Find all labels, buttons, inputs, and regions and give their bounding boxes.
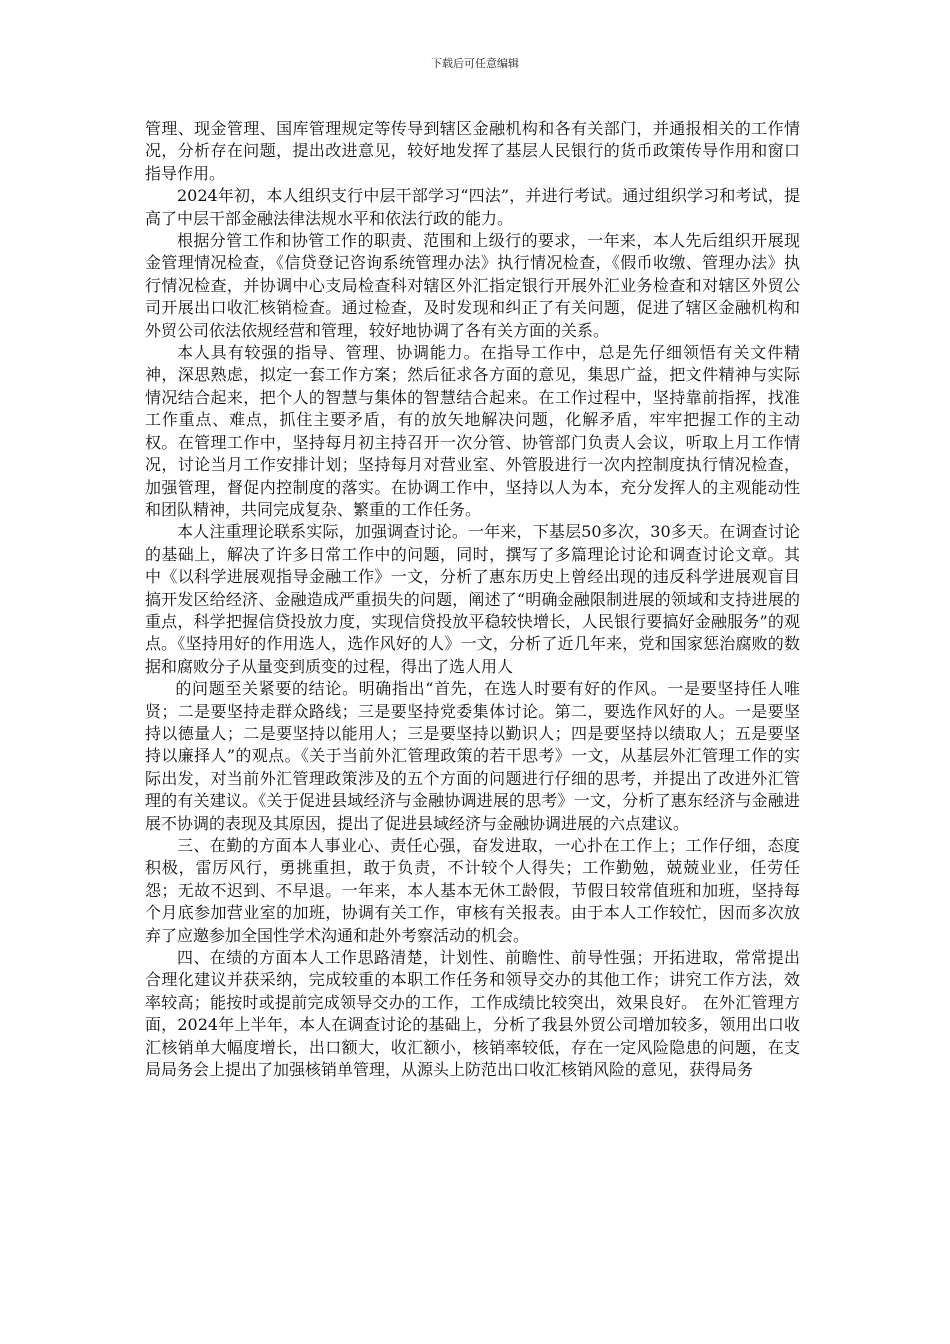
paragraph: 管理、现金管理、国库管理规定等传导到辖区金融机构和各有关部门，并通报相关的工作情况，分析存在问题，提出改进意见，较好地发挥了基层人民银行的货币政策传导作用和窗口指导作用。: [145, 119, 800, 183]
paragraph: 四、在绩的方面本人工作思路清楚，计划性、前瞻性、前导性强；开拓进取，常常提出合理化建议并获采纳，完成较重的本职工作任务和领导交办的其他工作；讲究工作方法，效率较高；能按时或提前完成领导交办的工作，工作成绩比较突出，效果良好。 在外汇管理方面，2024年上半年，本人在调查讨论的基础上，分析了我县外贸公司增加较多，领用出口收汇核销单大幅度增长，出口额大，收汇额小，核销率较低，存在一定风险隐患的问题，在支局局务会上提出了加强核销单管理，从源头上防范出口收汇核销风险的意见，获得局务: [145, 948, 800, 1080]
paragraph: 2024年初，本人组织支行中层干部学习“四法”，并进行考试。通过组织学习和考试，提高了中层干部金融法律法规水平和依法行政的能力。: [145, 186, 800, 228]
paragraph: 根据分管工作和协管工作的职责、范围和上级行的要求，一年来，本人先后组织开展现金管理情况检查，《信贷登记咨询系统管理办法》执行情况检查，《假币收缴、管理办法》执行情况检查，并协调中心支局检查科对辖区外汇指定银行开展外汇业务检查和对辖区外贸公司开展出口收汇核销检查。通过检查，及时发现和纠正了有关问题，促进了辖区金融机构和外贸公司依法依规经营和管理，较好地协调了各有关方面的关系。: [145, 231, 800, 340]
paragraph: 本人具有较强的指导、管理、协调能力。在指导工作中，总是先仔细领悟有关文件精神，深思熟虑，拟定一套工作方案；然后征求各方面的意见，集思广益，把文件精神与实际情况结合起来，把个人的智慧与集体的智慧结合起来。在工作过程中，坚持靠前指挥，找准工作重点、难点，抓住主要矛盾，有的放矢地解决问题，化解矛盾，牢牢把握工作的主动权。在管理工作中，坚持每月初主持召开一次分管、协管部门负责人会议，听取上月工作情况，讨论当月工作安排计划；坚持每月对营业室、外管股进行一次内控制度执行情况检查，加强管理，督促内控制度的落实。在协调工作中，坚持以人为本，充分发挥人的主观能动性和团队精神，共同完成复杂、繁重的工作任务。: [145, 343, 800, 519]
paragraph: 的问题至关紧要的结论。明确指出“首先，在选人时要有好的作风。一是要坚持任人唯贤；二是要坚持走群众路线；三是要坚持党委集体讨论。第二，要选作风好的人。一是要坚持以德量人；二是要坚持以能用人；三是要坚持以勤识人；四是要坚持以绩取人；五是要坚持以廉择人”的观点。《关于当前外汇管理政策的若干思考》一文，从基层外汇管理工作的实际出发，对当前外汇管理政策涉及的五个方面的问题进行仔细的思考，并提出了改进外汇管理的有关建议。《关于促进县域经济与金融协调进展的思考》一文，分析了惠东经济与金融进展不协调的表现及其原因，提出了促进县域经济与金融协调进展的六点建议。: [145, 679, 800, 833]
paragraph: 三、在勤的方面本人事业心、责任心强，奋发进取，一心扑在工作上；工作仔细，态度积极，雷厉风行，勇挑重担，敢于负责，不计较个人得失；工作勤勉，兢兢业业，任劳任怨；无故不迟到、不早退。一年来，本人基本无休工龄假，节假日较常值班和加班，坚持每个月底参加营业室的加班，协调有关工作，审核有关报表。由于本人工作较忙，因而多次放弃了应邀参加全国性学术沟通和赴外考察活动的机会。: [145, 836, 800, 945]
document-body: [145, 118, 800, 1081]
page-header: 下载后可任意编辑: [431, 57, 519, 70]
paragraph: 本人注重理论联系实际，加强调查讨论。一年来，下基层50多次，30多天。在调查讨论的基础上，解决了许多日常工作中的问题，同时，撰写了多篇理论讨论和调查讨论文章。其中《以科学进展观指导金融工作》一文，分析了惠东历史上曾经出现的违反科学进展观盲目搞开发区给经济、金融造成严重损失的问题，阐述了“明确金融限制进展的领域和支持进展的重点，科学把握信贷投放力度，实现信贷投放平稳较快增长，人民银行要搞好金融服务”的观点。《坚持用好的作用选人，选作风好的人》一文，分析了近几年来，党和国家惩治腐败的数据和腐败分子从量变到质变的过程，得出了选人用人: [145, 522, 800, 676]
